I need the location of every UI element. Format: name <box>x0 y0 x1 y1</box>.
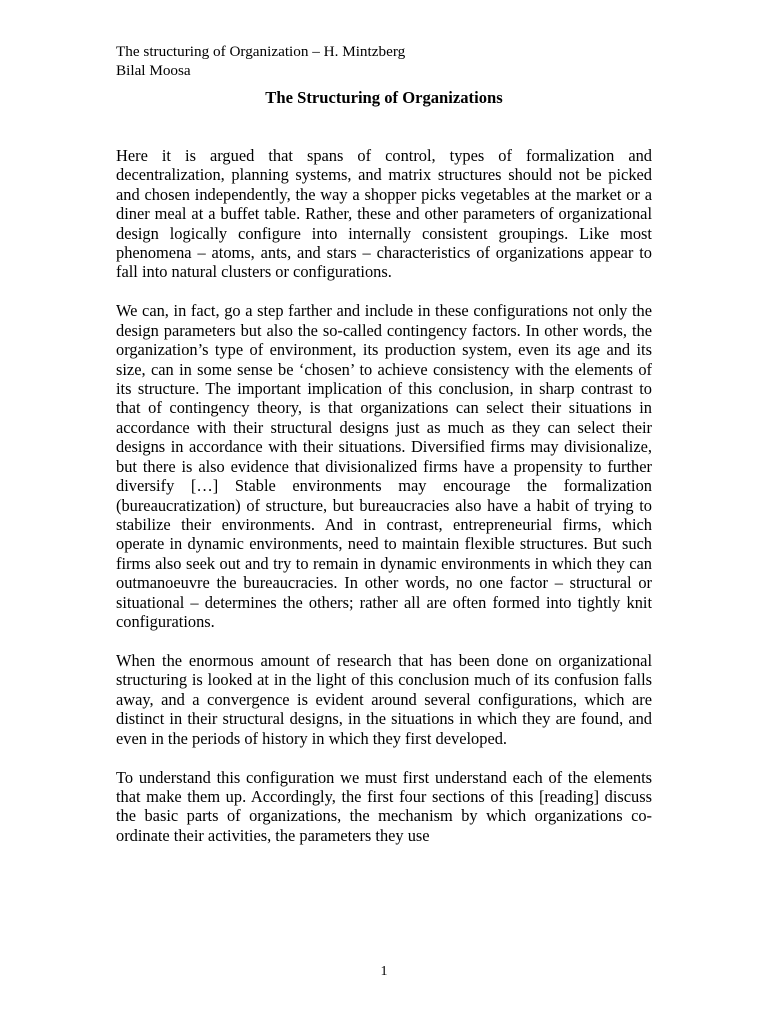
paragraph: When the enormous amount of research that has been done on organizational structuring is looked at in the light of this conclusion much of its confusion falls away, and a convergence is evident around several configurations, which are distinct in their structural designs, in the situations in which they are found, and even in the periods of history in which they first developed. <box>116 650 652 748</box>
running-header <box>116 42 405 80</box>
paragraph: To understand this configuration we must first understand each of the elements that make them up. Accordingly, the first four sections of this [reading] discuss the basic parts of organizations, the mechanism by which organizations co-ordinate their activities, the parameters they use <box>116 767 652 845</box>
header-author: Bilal Moosa <box>116 62 191 79</box>
page-number: 1 <box>380 964 388 979</box>
paragraph: We can, in fact, go a step farther and include in these configurations not only the design parameters but also the so-called contingency factors. In other words, the organization’s type of environment, its production system, even its age and its size, can in some sense be ‘chosen’ to achieve consistency with the elements of its structure. The important implication of this conclusion, in sharp contrast to that of contingency theory, is that organizations can select their situations in accordance with their structural designs just as much as they can select their designs in accordance with their situations. Diversified firms may divisionalize, but there is also evidence that divisionalized firms have a propensity to further diversify […] Stable environments may encourage the formalization (bureaucratization) of structure, but bureaucracies also have a habit of trying to stabilize their environments. And in contrast, entrepreneurial firms, which operate in dynamic environments, need to maintain flexible structures. But such firms also seek out and try to remain in dynamic environments in which they can outmanoeuvre the bureaucracies. In other words, no one factor – structural or situational – determines the others; rather all are often formed into tightly knit configurations. <box>116 301 652 631</box>
header-citation: The structuring of Organization – H. Mintzberg <box>116 43 406 60</box>
paragraph: Here it is argued that spans of control, types of formalization and decentralization, planning systems, and matrix structures should not be picked and chosen independently, the way a shopper picks vegetables at the market or a diner meal at a buffet table. Rather, these and other parameters of organizational design logically configure into internally consistent groupings. Like most phenomena – atoms, ants, and stars – characteristics of organizations appear to fall into natural clusters or configurations. <box>116 146 652 282</box>
document-body <box>116 146 652 865</box>
document-title: The Structuring of Organizations <box>265 88 503 107</box>
